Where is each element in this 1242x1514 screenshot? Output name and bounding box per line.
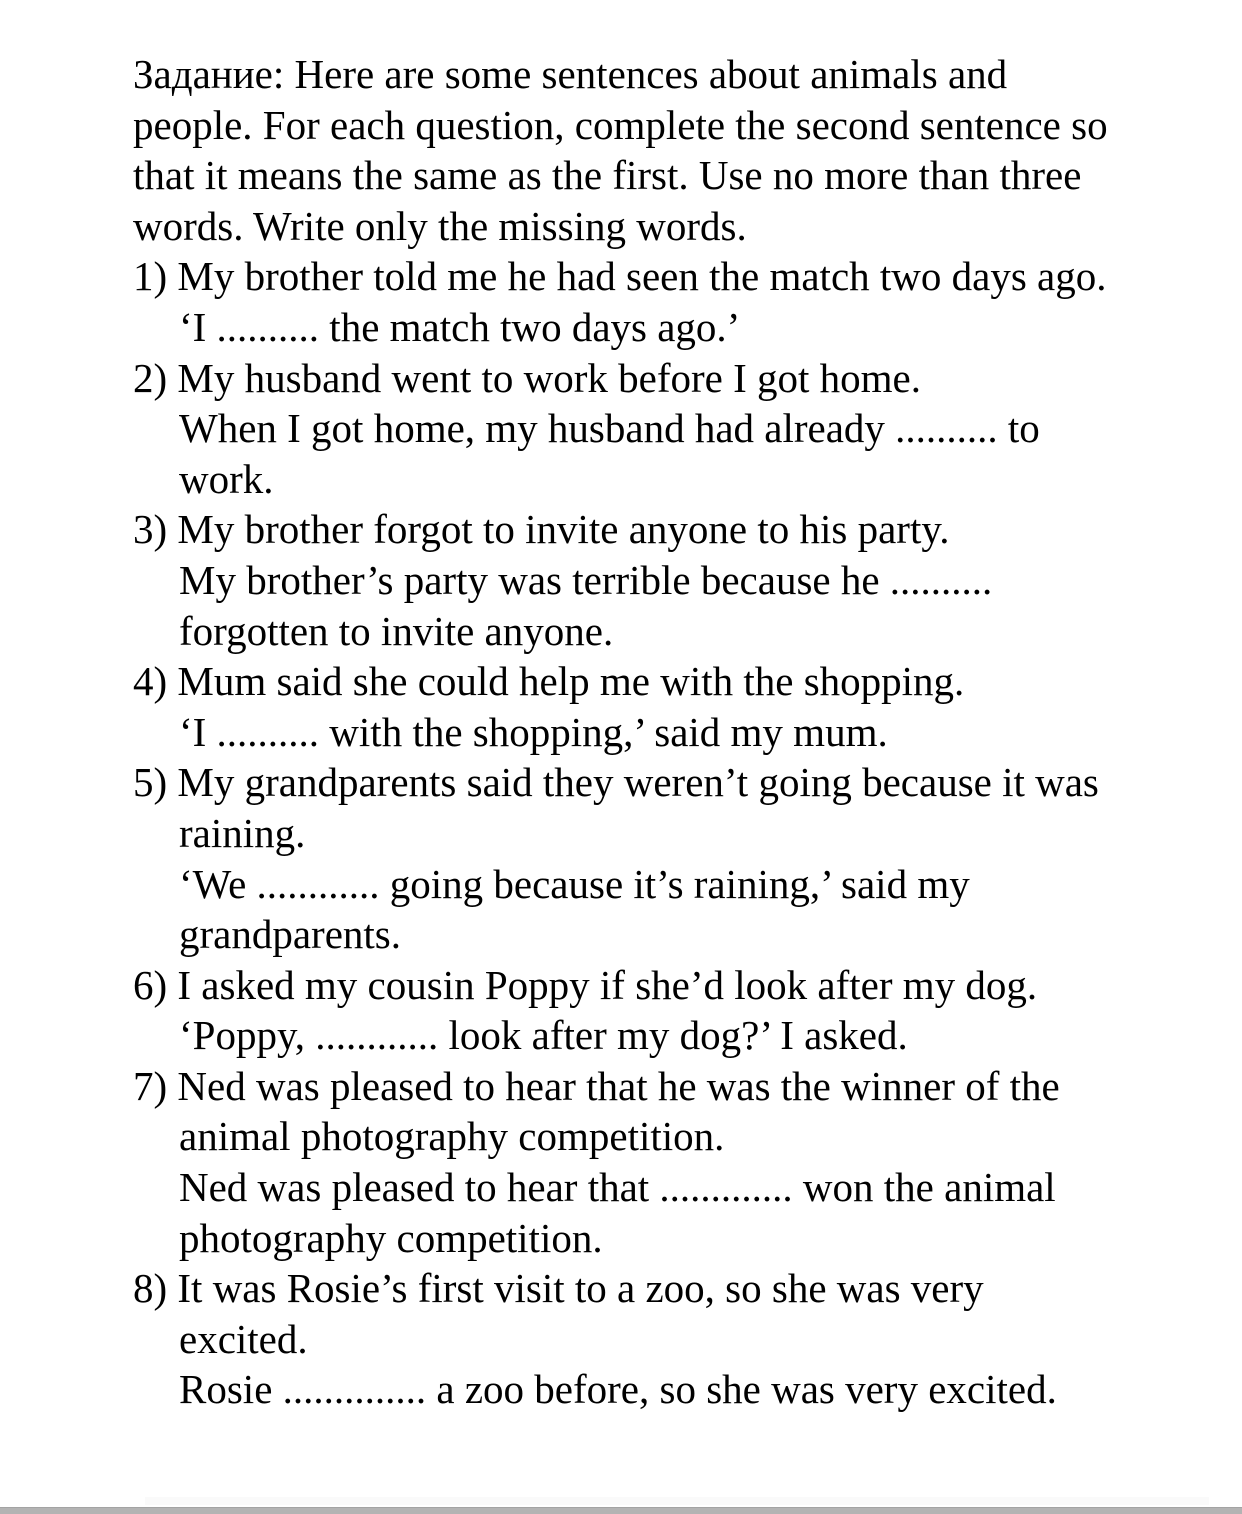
exercise-item-1: [133, 251, 1208, 352]
item-number: 6): [133, 961, 168, 1008]
item-continuation-line: When I got home, my husband had already .......... to: [179, 405, 1040, 452]
item-number: 8): [133, 1265, 168, 1312]
item-number: 4): [133, 658, 168, 705]
item-sentence-text: My brother told me he had seen the match two days ago.: [177, 253, 1107, 300]
item-first-line: [133, 960, 1208, 1011]
exercise-item-6: [133, 960, 1208, 1061]
exercise-item-3: [133, 504, 1208, 656]
worksheet-text-block: [133, 49, 1208, 1415]
exercise-item-2: [133, 353, 1208, 505]
instructions-line: words. Write only the missing words.: [133, 202, 747, 249]
item-continuation-line: ‘We ............ going because it’s raining,’ said my: [179, 860, 970, 907]
item-continuation-line: Rosie .............. a zoo before, so she was very excited.: [179, 1366, 1057, 1413]
item-continuation-line: work.: [179, 455, 274, 502]
item-continuation-line: excited.: [179, 1315, 308, 1362]
item-number: 5): [133, 759, 168, 806]
item-continuation-line: animal photography competition.: [179, 1113, 725, 1160]
item-first-line: [133, 757, 1208, 808]
footer-faint-strip: [145, 1497, 1209, 1505]
item-first-line: [133, 353, 1208, 404]
footer-gray-bar: [0, 1507, 1242, 1514]
item-sentence-text: It was Rosie’s first visit to a zoo, so she was very: [177, 1265, 984, 1312]
item-sentence-text: Ned was pleased to hear that he was the winner of the: [177, 1062, 1060, 1109]
instructions-line: that it means the same as the first. Use no more than three: [133, 152, 1082, 199]
item-continuation-line: grandparents.: [179, 911, 401, 958]
instructions-line: people. For each question, complete the second sentence so: [133, 101, 1108, 148]
item-number: 3): [133, 506, 168, 553]
item-continuation-line: forgotten to invite anyone.: [179, 607, 614, 654]
item-continuation-line: ‘I .......... with the shopping,’ said my mum.: [179, 708, 888, 755]
exercise-item-4: [133, 656, 1208, 757]
instructions-line: Задание: Here are some sentences about animals and: [133, 51, 1008, 97]
item-sentence-text: Mum said she could help me with the shopping.: [177, 658, 965, 705]
exercise-list: [133, 251, 1208, 1415]
item-sentence-text: My brother forgot to invite anyone to his party.: [177, 506, 950, 553]
exercise-item-5: [133, 757, 1208, 959]
item-first-line: [133, 504, 1208, 555]
item-first-line: [133, 1061, 1208, 1112]
exercise-item-7: [133, 1061, 1208, 1263]
item-number: 2): [133, 354, 168, 401]
item-sentence-text: My grandparents said they weren’t going because it was: [177, 759, 1099, 806]
item-first-line: [133, 656, 1208, 707]
item-continuation-line: ‘I .......... the match two days ago.’: [179, 303, 741, 350]
item-continuation-line: ‘Poppy, ............ look after my dog?’ I asked.: [179, 1012, 908, 1059]
exercise-item-8: [133, 1263, 1208, 1415]
instructions: [133, 49, 1208, 251]
item-first-line: [133, 251, 1208, 302]
item-first-line: [133, 1263, 1208, 1314]
item-continuation-line: raining.: [179, 809, 306, 856]
item-number: 1): [133, 253, 168, 300]
item-continuation-line: My brother’s party was terrible because he ..........: [179, 556, 993, 603]
item-sentence-text: My husband went to work before I got home.: [177, 354, 921, 401]
item-continuation-line: photography competition.: [179, 1214, 603, 1261]
item-number: 7): [133, 1062, 168, 1109]
item-sentence-text: I asked my cousin Poppy if she’d look after my dog.: [177, 961, 1038, 1008]
item-continuation-line: Ned was pleased to hear that ............. won the animal: [179, 1164, 1056, 1211]
